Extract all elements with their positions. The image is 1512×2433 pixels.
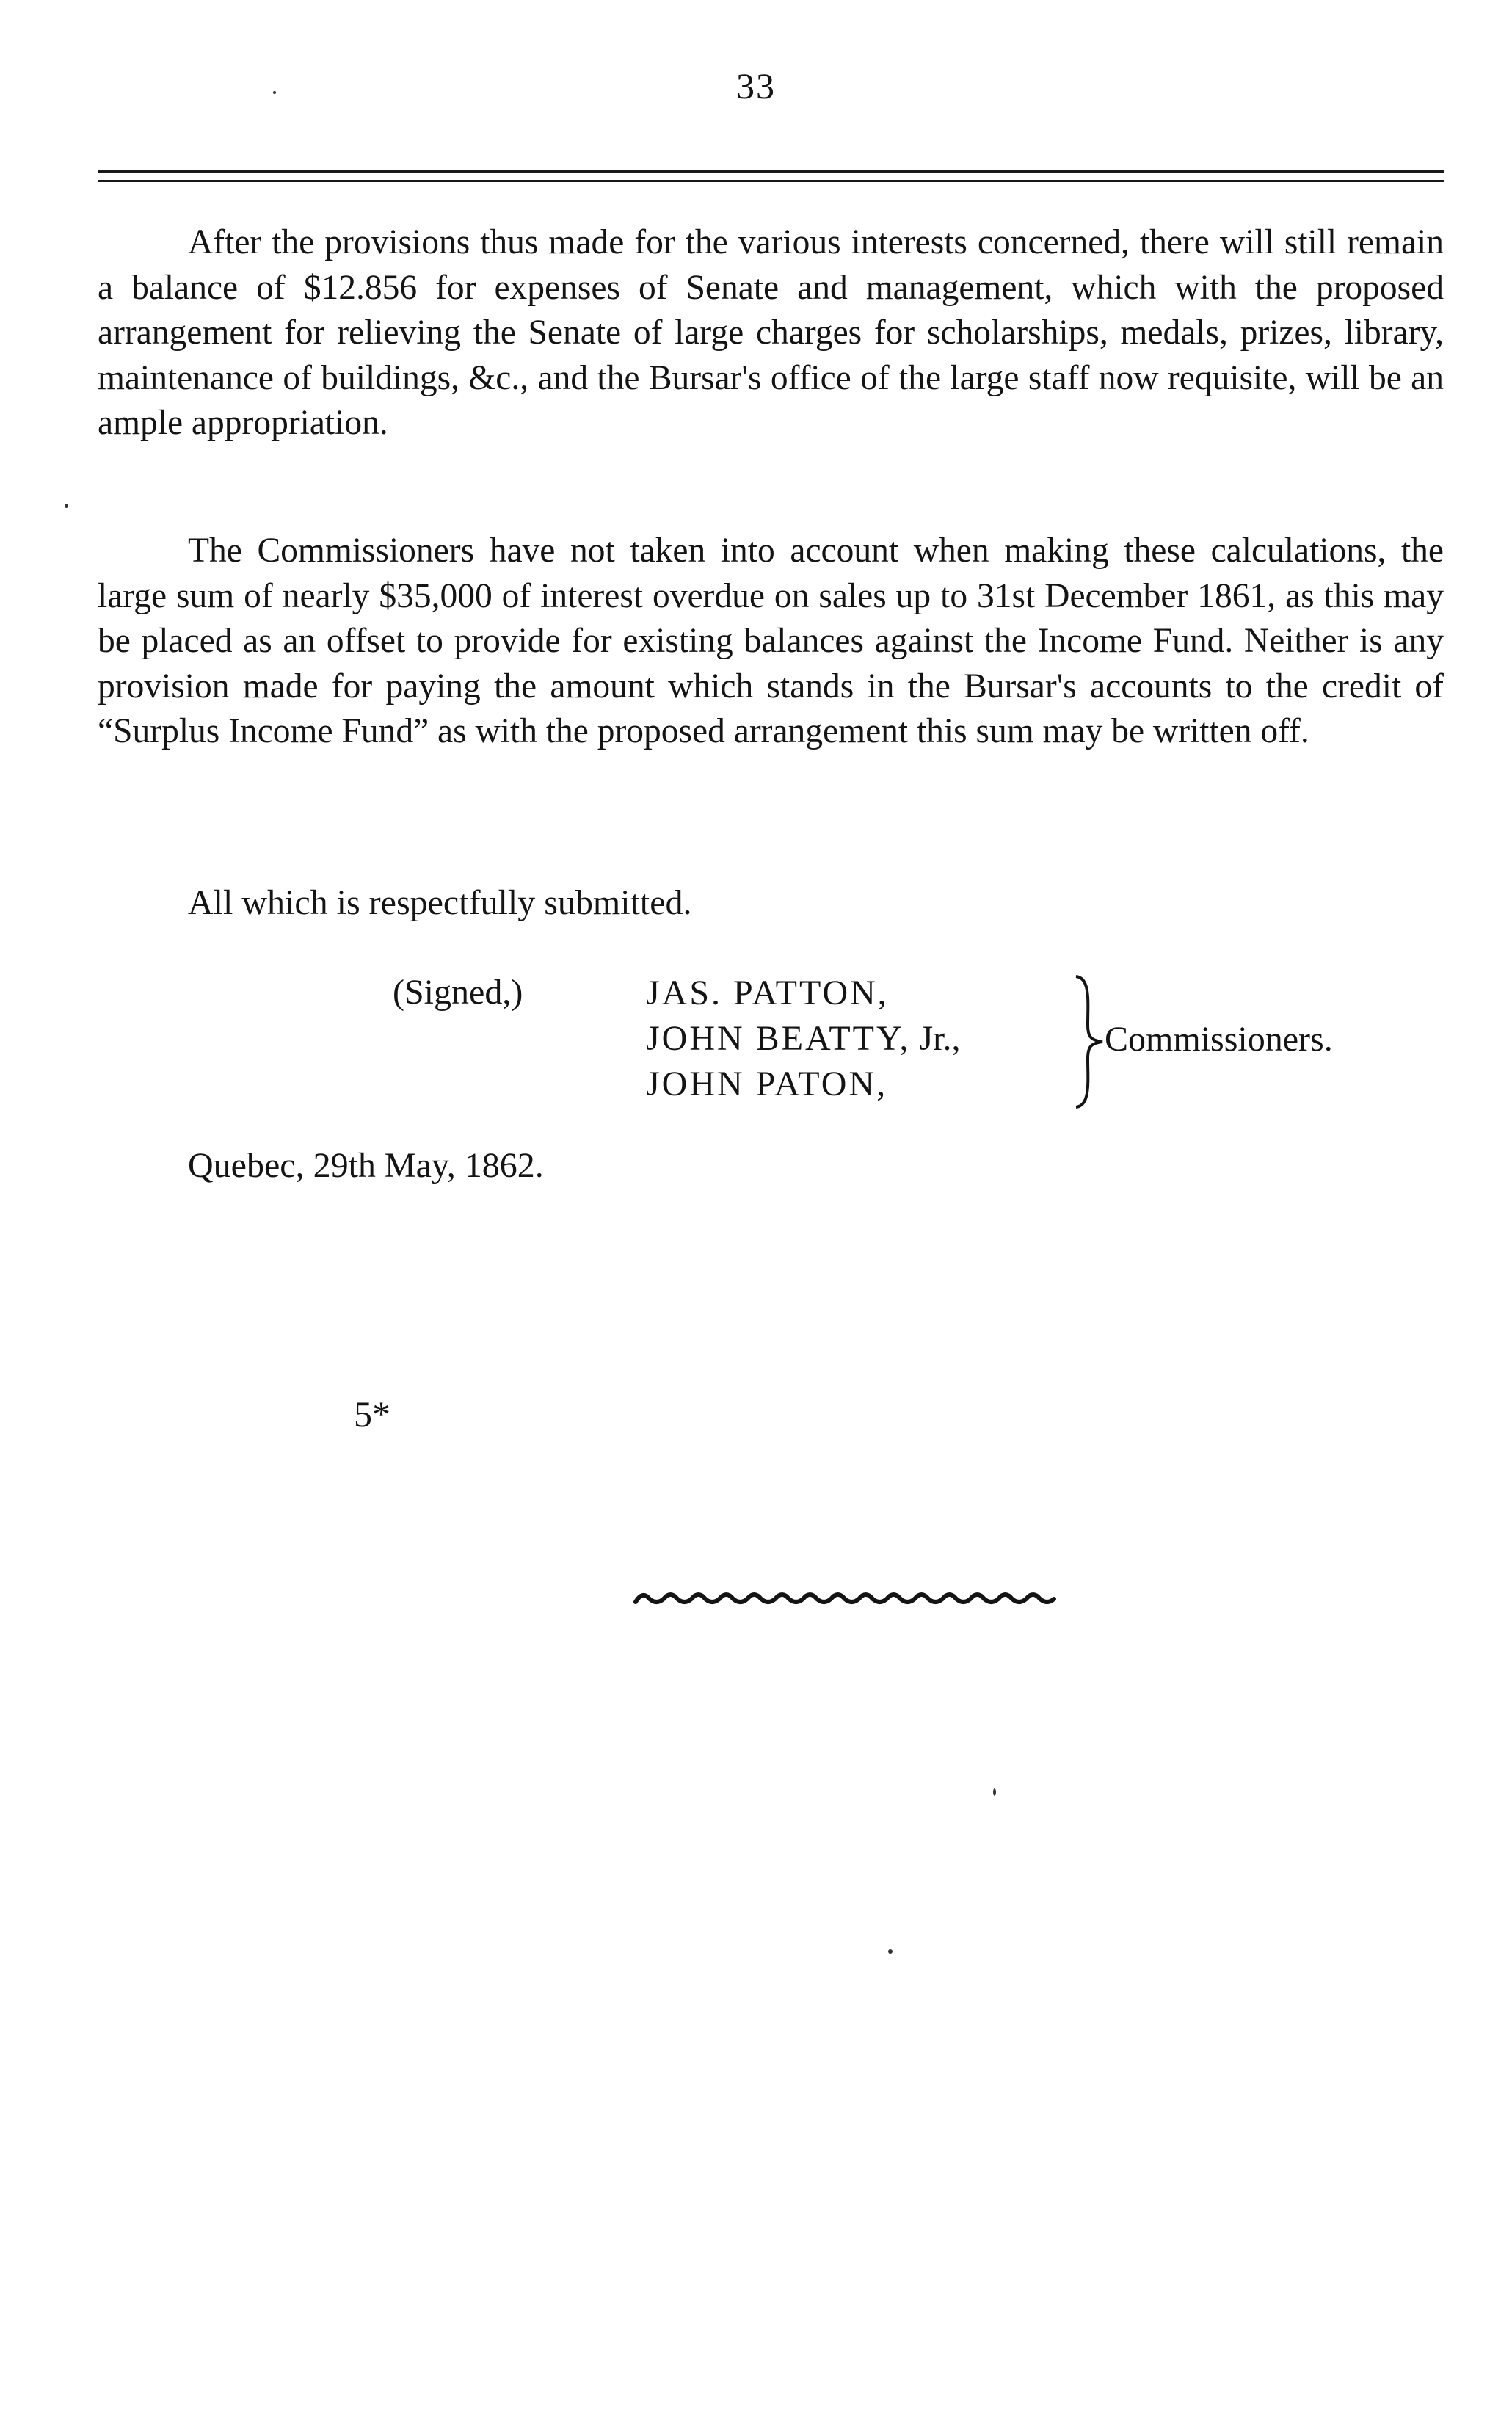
signatory-list [646,971,960,1107]
closing-line: All which is respectfully submitted. [188,883,692,922]
header-rule-top [98,170,1444,173]
date-line: Quebec, 29th May, 1862. [188,1146,544,1185]
speck [993,1788,996,1796]
speck [65,504,68,508]
role-label: Commissioners. [1105,1020,1333,1059]
signatory-suffix: Jr., [910,1019,961,1058]
page-number: 33 [736,65,776,106]
signatory-patton [646,971,960,1016]
paragraph-commissioners-note: The Commissioners have not taken into account when making these calculations, the large sum of nearly $35,000 of interest overdue on sales up to 31st December 1861, as this may be placed as an offset to provide for existing balances against the Income Fund. Neither is any provision made for paying the amount which stands in the Bursar's accounts to the credit of “Surplus Income Fund” as with the proposed arrangement this sum may be written off. [98,532,1444,750]
signatory-name: JAS. PATTON, [646,973,889,1012]
paragraph-balance: After the provisions thus made for the various interests concerned, there will still remain a balance of $12.856 for expenses of Senate and management, which with the proposed arrangement for relieving the Senate of large charges for scholarships, medals, prizes, library, maintenance of buildings, &c., and the Bursar's office of the large staff now requisite, will be an ample appropriation. [98,223,1444,442]
signatory-name: JOHN PATON, [646,1065,888,1103]
signatory-name: JOHN BEATTY, [646,1019,911,1058]
flourish-icon [631,1583,1072,1612]
signed-label: (Signed,) [393,973,523,1012]
signatory-paton [646,1062,960,1107]
speck [888,1949,893,1954]
signatory-beatty [646,1016,960,1062]
signature-mark: 5* [354,1393,390,1435]
brace-icon [1066,973,1110,1110]
header-rule-bottom [98,180,1444,182]
speck [273,91,276,94]
